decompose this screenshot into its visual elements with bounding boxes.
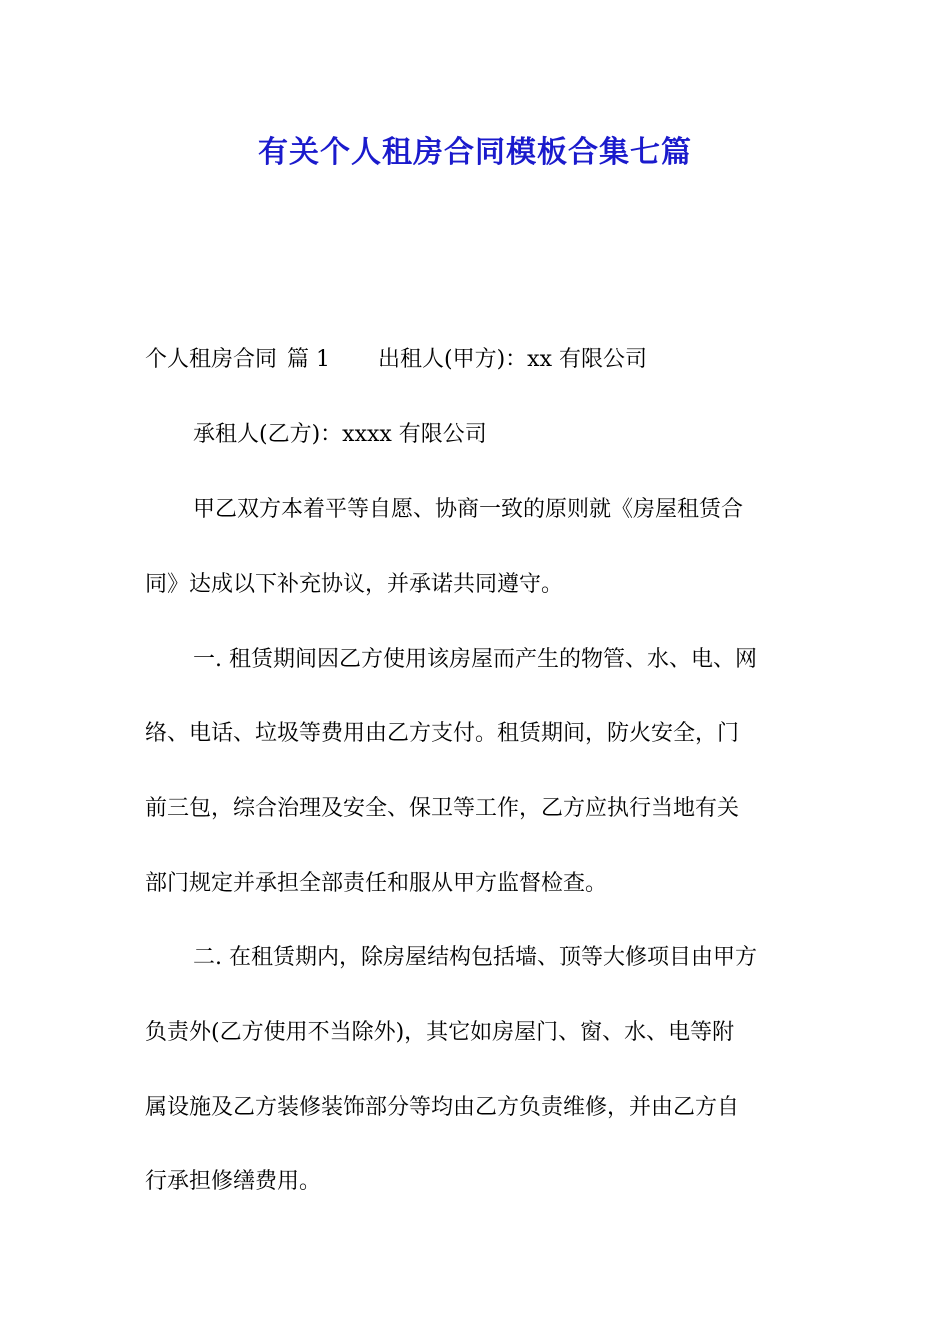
paragraph-line: 负责外(乙方使用不当除外)，其它如房屋门、窗、水、电等附	[145, 1020, 735, 1045]
paragraph-line: 前三包，综合治理及安全、保卫等工作，乙方应执行当地有关	[145, 796, 740, 821]
paragraph-line: 部门规定并承担全部责任和服从甲方监督检查。	[145, 871, 608, 896]
contract-part-number: 篇 1	[287, 347, 331, 372]
lessee-line: 承租人(乙方)：xxxx 有限公司	[193, 422, 487, 447]
paragraph-line: 属设施及乙方装修装饰部分等均由乙方负责维修，并由乙方自	[145, 1095, 740, 1120]
paragraph-line: 行承担修缮费用。	[145, 1169, 322, 1194]
document-title: 有关个人租房合同模板合集七篇	[258, 135, 692, 170]
paragraph-line: 同》达成以下补充协议，并承诺共同遵守。	[145, 572, 564, 597]
lessor-line: 出租人(甲方)：xx 有限公司	[378, 347, 647, 372]
paragraph-line: 络、电话、垃圾等费用由乙方支付。租赁期间，防火安全，门	[145, 721, 740, 746]
paragraph-line: 一. 租赁期间因乙方使用该房屋而产生的物管、水、电、网	[193, 647, 757, 672]
paragraph-line: 甲乙双方本着平等自愿、协商一致的原则就《房屋租赁合	[193, 497, 744, 522]
paragraph-line: 二. 在租赁期内，除房屋结构包括墙、顶等大修项目由甲方	[193, 945, 757, 970]
contract-heading-line	[145, 342, 810, 378]
contract-heading-prefix: 个人租房合同	[145, 347, 278, 372]
